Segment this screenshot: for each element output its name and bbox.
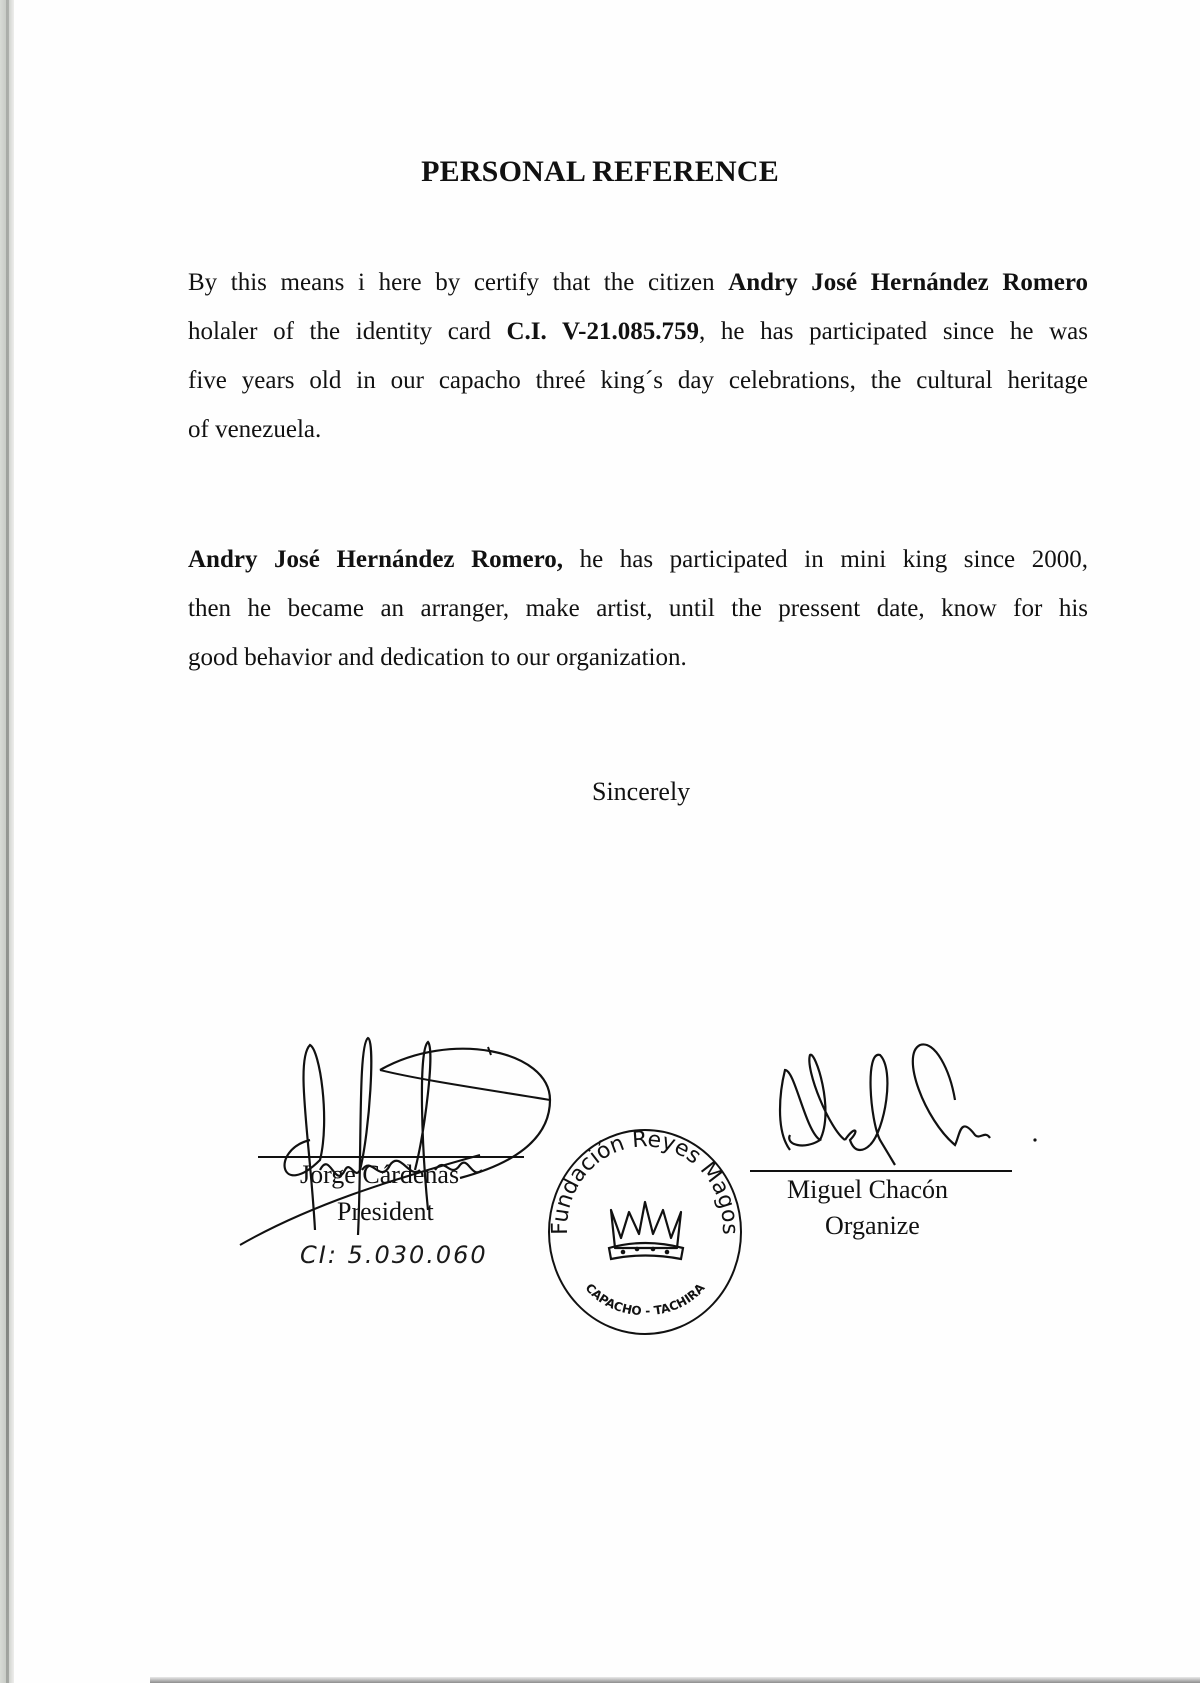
paragraph-line	[188, 307, 1088, 356]
handwritten-id-number: CI: 5.030.060	[300, 1241, 488, 1269]
scan-bottom-edge	[150, 1677, 1200, 1683]
line-text: good behavior and dedication to our organization.	[188, 644, 687, 671]
line-text: then he became an arranger, make artist, until the pressent date, know for his	[188, 595, 1088, 622]
paragraph-certification	[188, 258, 1088, 454]
line-text: holaler of the identity card	[188, 318, 507, 345]
paragraph-line	[188, 535, 1088, 584]
signatory-name-president: Jorge Cárdenas	[300, 1160, 460, 1189]
signatory-role-organizer: Organize	[825, 1211, 920, 1240]
signatory-name-organizer: Miguel Chacón	[787, 1175, 949, 1204]
stamp-bottom-text: CAPACHO - TACHIRA	[582, 1280, 708, 1319]
line-text: five years old in our capacho threé king´s day celebrations, the cultural heritage	[188, 367, 1088, 394]
signatory-role-president: President	[337, 1197, 434, 1226]
paragraph-line	[188, 356, 1088, 405]
paragraph-line	[188, 584, 1088, 633]
citizen-name: Andry José Hernández Romero,	[188, 546, 563, 573]
stamp-top-text: Fundación Reyes Magos	[547, 1127, 743, 1235]
identity-card-number: C.I. V-21.085.759	[506, 318, 700, 345]
signature-miguel-chacon	[775, 1030, 1055, 1180]
document-title: PERSONAL REFERENCE	[421, 155, 779, 188]
line-text: of venezuela.	[188, 416, 322, 443]
organization-stamp	[545, 1110, 745, 1340]
scan-page-edge-shadow	[6, 0, 9, 1683]
paragraph-line	[188, 258, 1088, 307]
paragraph-line	[188, 405, 1088, 454]
line-text: he has participated in mini king since 2000,	[562, 546, 1088, 573]
signature-line-organizer	[750, 1170, 1012, 1172]
citizen-name: Andry José Hernández Romero	[728, 269, 1088, 296]
line-text: , he has participated since he was	[699, 318, 1088, 345]
closing-text: Sincerely	[592, 777, 691, 806]
crown-icon	[609, 1202, 683, 1259]
signature-line-president	[258, 1156, 524, 1158]
paragraph-participation	[188, 535, 1088, 682]
line-text: By this means i here by certify that the citizen	[188, 269, 729, 296]
paragraph-line	[188, 633, 1088, 682]
